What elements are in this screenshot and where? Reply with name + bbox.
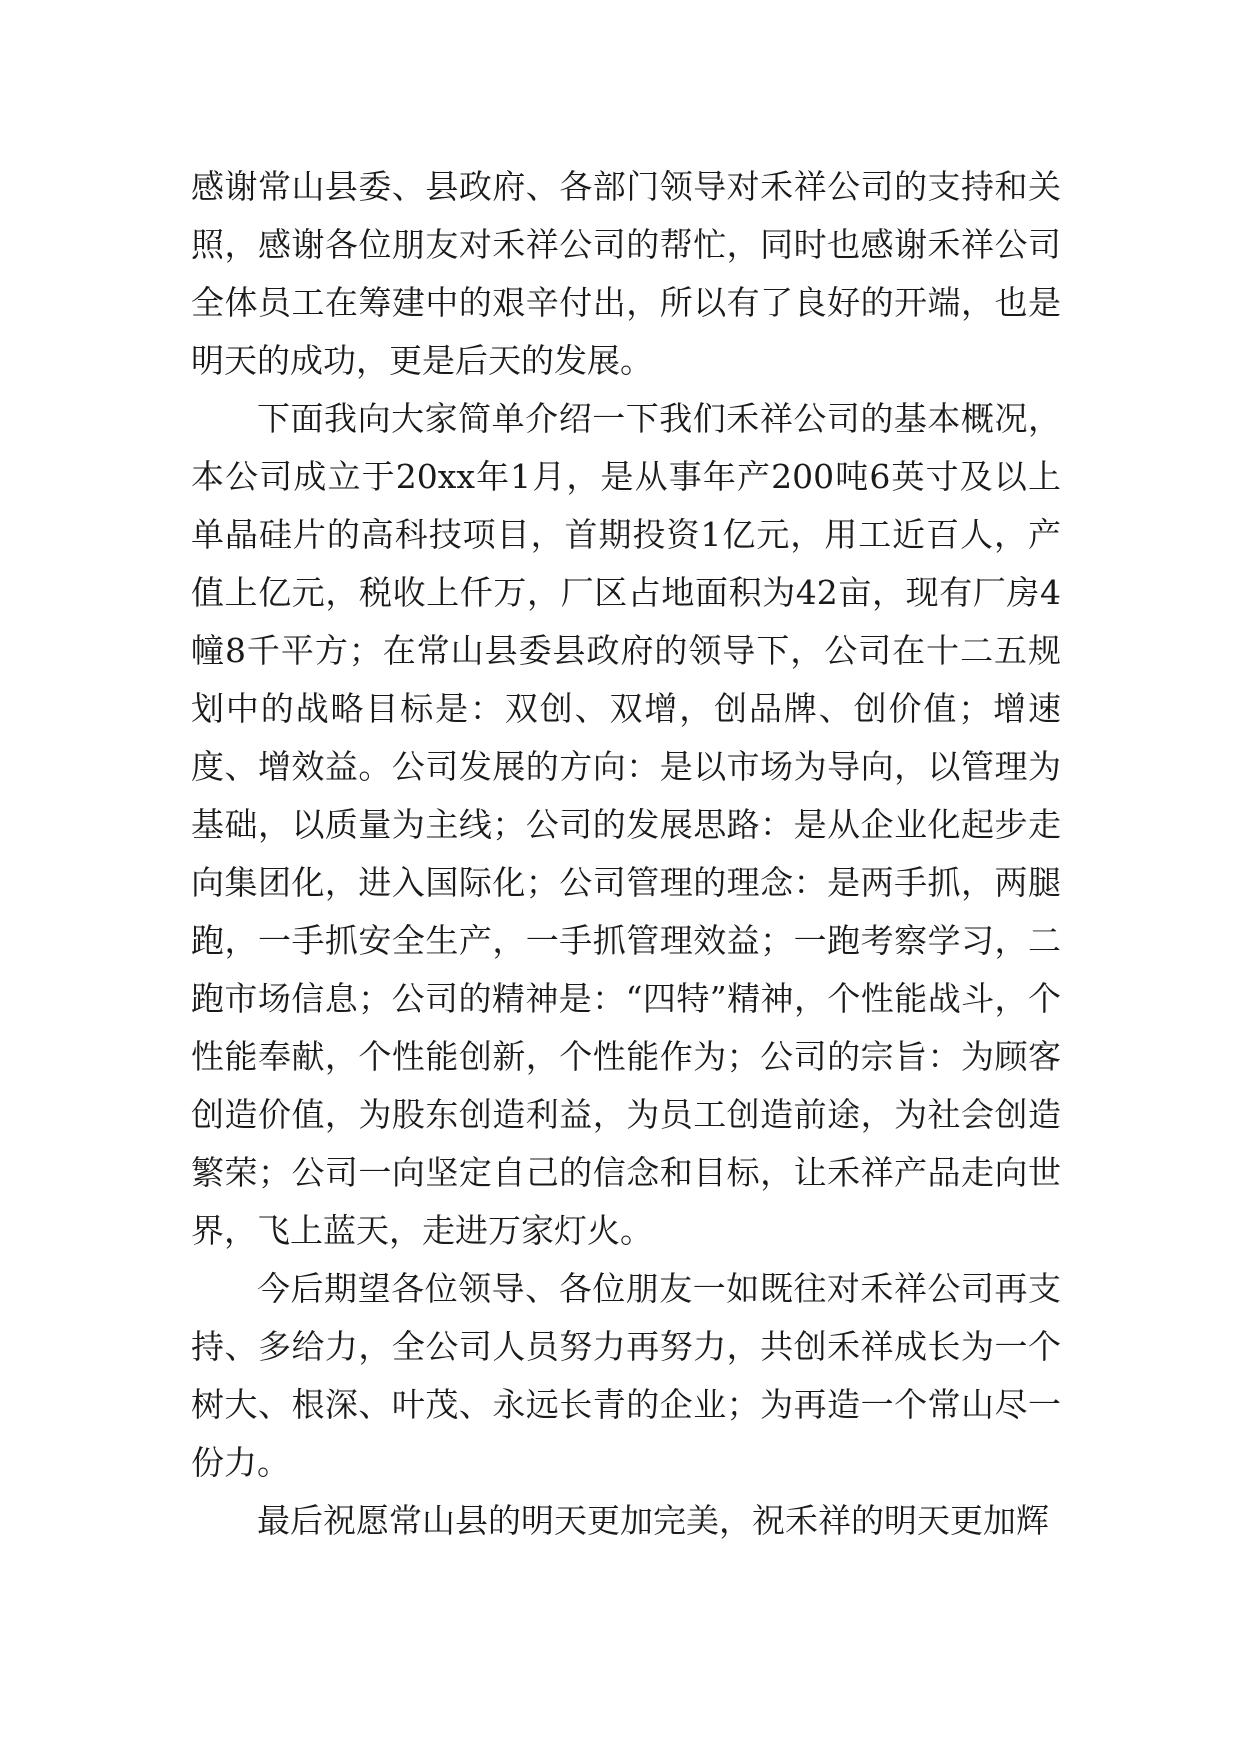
paragraph-company-overview: 下面我向大家简单介绍一下我们禾祥公司的基本概况，本公司成立于20xx年1月，是从事年产200吨6英寸及以上单晶硅片的高科技项目，首期投资1亿元，用工近百人，产值上亿元，税收上仟万，厂区占地面积为42亩，现有厂房4幢8千平方；在常山县委县政府的领导下，公司在十二五规划中的战略目标是：双创、双增，创品牌、创价值；增速度、增效益。公司发展的方向：是以市场为导向，以管理为基础，以质量为主线；公司的发展思路：是从企业化起步走向集团化，进入国际化；公司管理的理念：是两手抓，两腿跑，一手抓安全生产，一手抓管理效益；一跑考察学习，二跑市场信息；公司的精神是：“四特”精神，个性能战斗，个性能奉献，个性能创新，个性能作为；公司的宗旨：为顾客创造价值，为股东创造利益，为员工创造前途，为社会创造繁荣；公司一向坚定自己的信念和目标，让禾祥产品走向世界，飞上蓝天，走进万家灯火。 (191, 399, 1061, 1250)
paragraph-thanks: 感谢常山县委、县政府、各部门领导对禾祥公司的支持和关照，感谢各位朋友对禾祥公司的帮忙，同时也感谢禾祥公司全体员工在筹建中的艰辛付出，所以有了良好的开端，也是明天的成功，更是后天的发展。 (191, 167, 1061, 380)
paragraph-closing-wishes: 最后祝愿常山县的明天更加完美，祝禾祥的明天更加辉 (257, 1501, 1049, 1540)
paragraph-future-hopes: 今后期望各位领导、各位朋友一如既往对禾祥公司再支持、多给力，全公司人员努力再努力，共创禾祥成长为一个树大、根深、叶茂、永远长青的企业；为再造一个常山尽一份力。 (191, 1269, 1061, 1482)
document-body (191, 158, 1061, 1550)
